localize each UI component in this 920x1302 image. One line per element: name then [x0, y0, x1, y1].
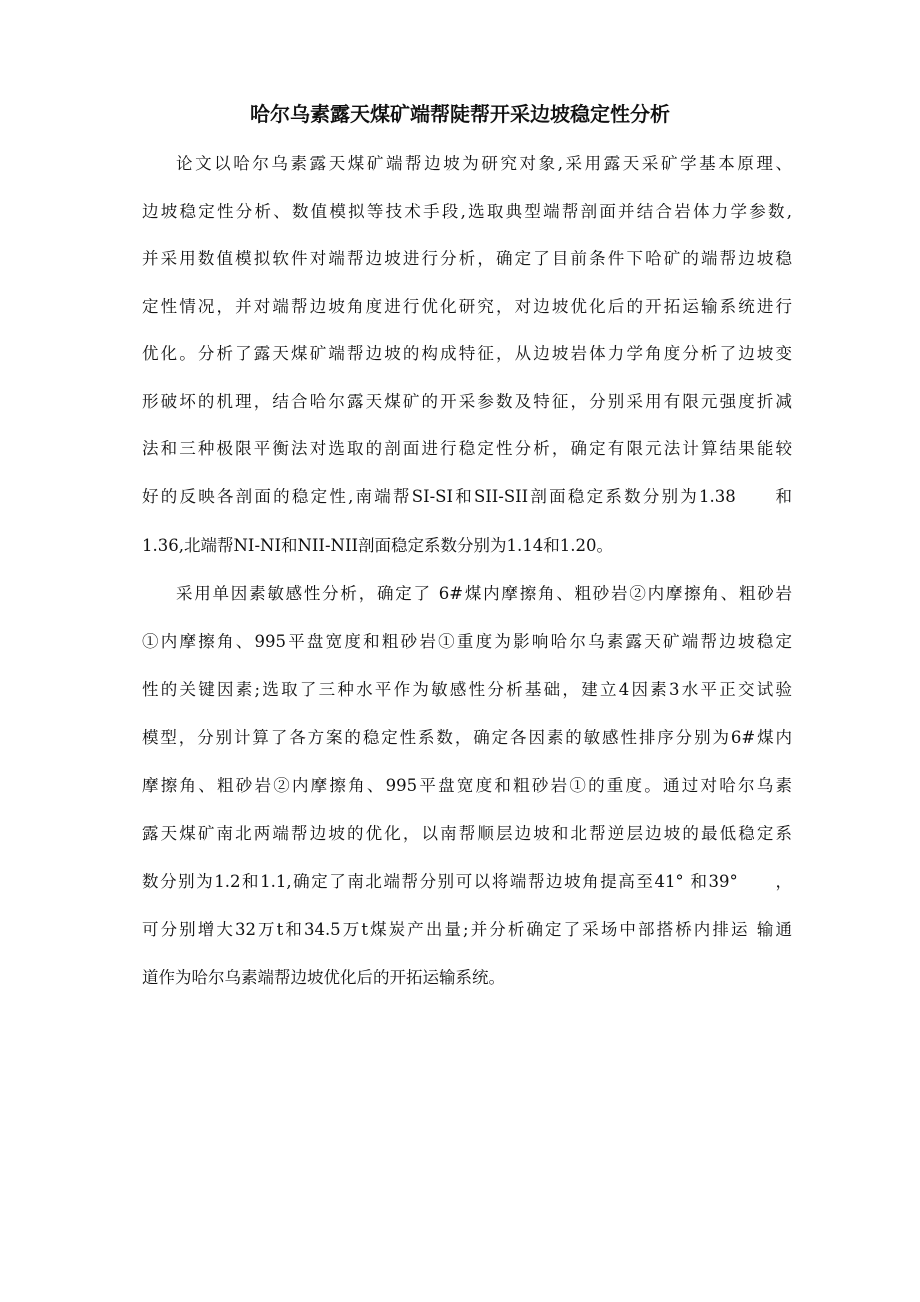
document-title: 哈尔乌素露天煤矿端帮陡帮开采边坡稳定性分析 — [250, 102, 670, 126]
paragraph-1-line: 优化。分析了露天煤矿端帮边坡的构成特征，从边坡岩体力学角度分析了边坡变 — [142, 344, 792, 363]
paragraph-2-line: 摩擦角、粗砂岩②内摩擦角、995平盘宽度和粗砂岩①的重度。通过对哈尔乌素 — [142, 776, 792, 795]
paragraph-2-line: 道作为哈尔乌素端帮边坡优化后的开拓运输系统。 — [142, 968, 505, 987]
paragraph-2-line: 露天煤矿南北两端帮边坡的优化，以南帮顺层边坡和北帮逆层边坡的最低稳定系 — [142, 824, 792, 843]
paragraph-2-line: 采用单因素敏感性分析，确定了 6#煤内摩擦角、粗砂岩②内摩擦角、粗砂岩 — [176, 584, 792, 603]
paragraph-1-line: 并采用数值模拟软件对端帮边坡进行分析，确定了目前条件下哈矿的端帮边坡稳 — [142, 249, 792, 268]
paragraph-1-line: 1.36,北端帮NI-NI和NII-NII剖面稳定系数分别为1.14和1.20。 — [142, 536, 613, 555]
paragraph-2-line: ①内摩擦角、995平盘宽度和粗砂岩①重度为影响哈尔乌素露天矿端帮边坡稳定 — [142, 632, 792, 651]
paragraph-1-line: 定性情况，并对端帮边坡角度进行优化研究，对边坡优化后的开拓运输系统进行 — [142, 297, 792, 316]
paragraph-2-line: 性的关键因素;选取了三种水平作为敏感性分析基础，建立4因素3水平正交试验 — [142, 680, 792, 699]
paragraph-2-line: 数分别为1.2和1.1,确定了南北端帮分别可以将端帮边坡角提高至41° 和39° ， — [142, 872, 792, 891]
paragraph-1-line: 好的反映各剖面的稳定性,南端帮SI-SI和SII-SII剖面稳定系数分别为1.38 和 — [142, 487, 792, 506]
paragraph-1-line: 论文以哈尔乌素露天煤矿端帮边坡为研究对象,采用露天采矿学基本原理、 — [176, 154, 792, 173]
paragraph-2-line: 可分别增大32万t和34.5万t煤炭产出量;并分析确定了采场中部搭桥内排运 输通 — [142, 920, 792, 939]
paragraph-1-line: 形破坏的机理，结合哈尔露天煤矿的开采参数及特征，分别采用有限元强度折减 — [142, 392, 792, 411]
paragraph-2-line: 模型，分别计算了各方案的稳定性系数，确定各因素的敏感性排序分别为6#煤内 — [142, 728, 792, 747]
paragraph-1-line: 法和三种极限平衡法对选取的剖面进行稳定性分析，确定有限元法计算结果能较 — [142, 439, 792, 458]
paragraph-1-line: 边坡稳定性分析、数值模拟等技术手段,选取典型端帮剖面并结合岩体力学参数, — [142, 202, 792, 221]
